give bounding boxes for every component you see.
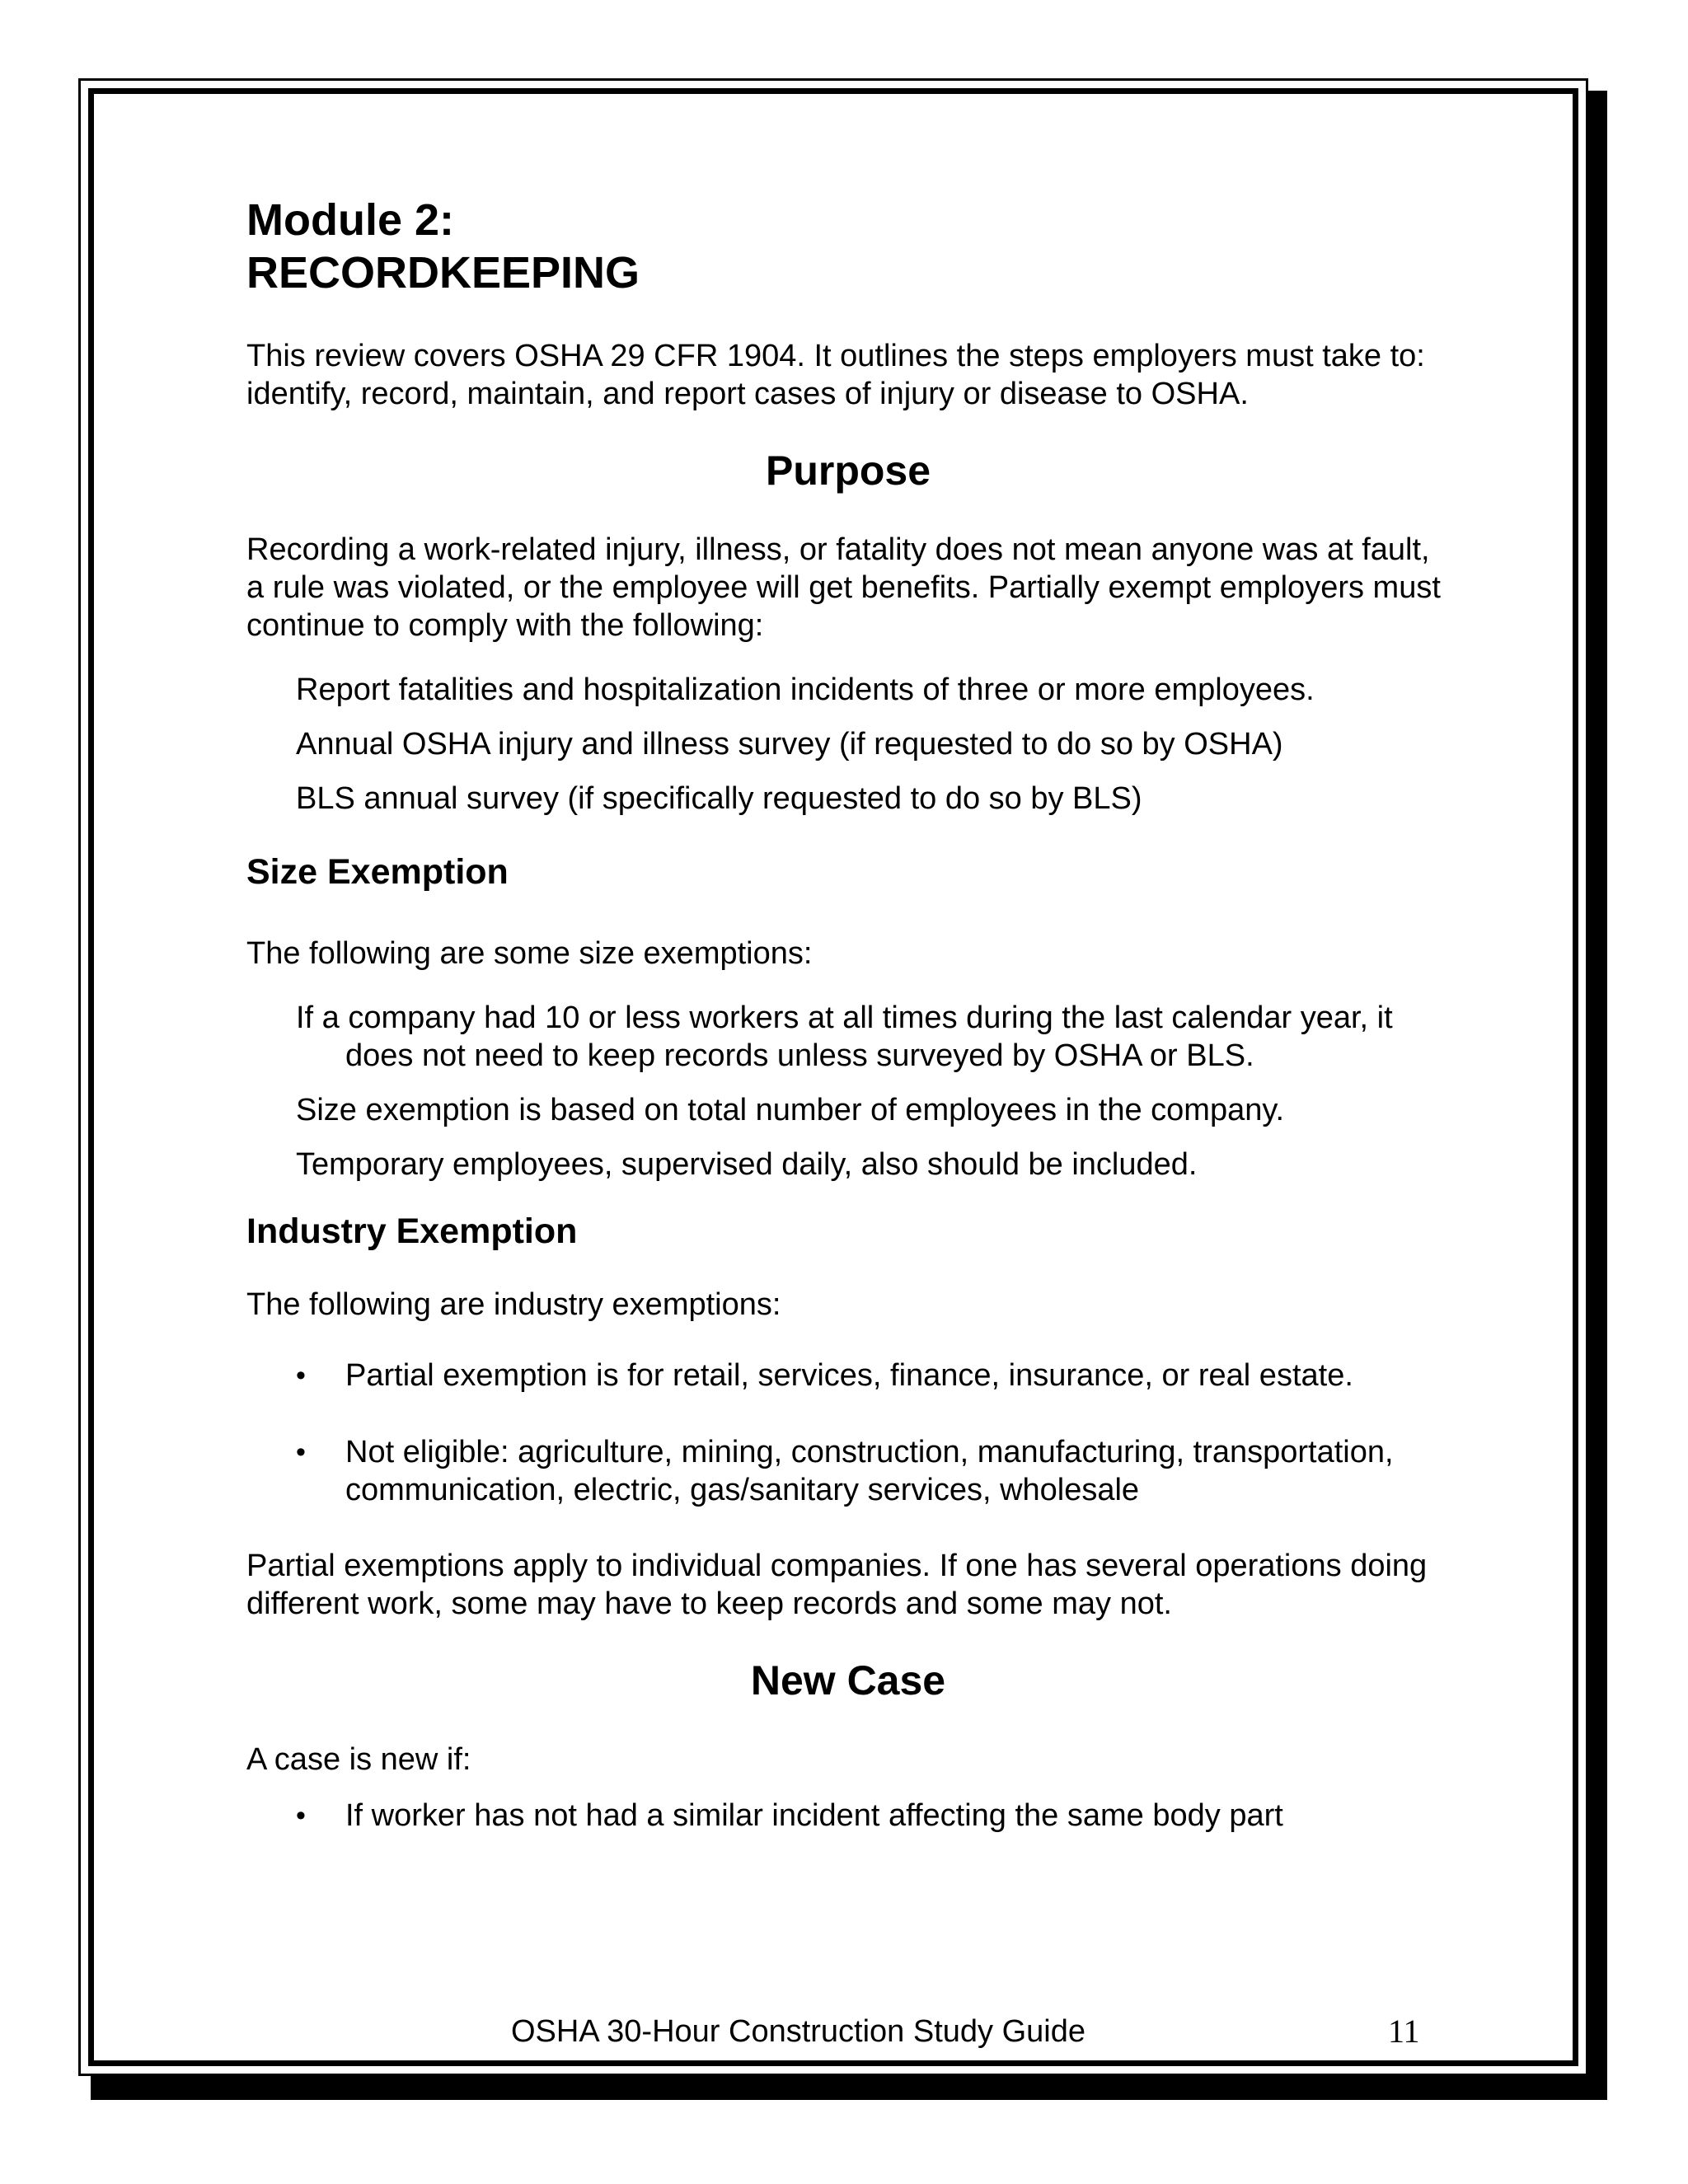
bullet-icon: • (296, 1360, 306, 1391)
bullet-icon: • (296, 1436, 306, 1468)
list-item: Size exemption is based on total number of employees in the company. (296, 1093, 1285, 1127)
list-item: If a company had 10 or less workers at all times during the last calendar year, it does not need to keep records unless surveyed by OSHA or BLS. (296, 1001, 1393, 1073)
industry-exemption-intro: The following are industry exemptions: (246, 1287, 781, 1322)
new-case-intro: A case is new if: (246, 1742, 471, 1777)
purpose-heading: Purpose (765, 448, 931, 494)
bullet-icon: • (296, 1800, 306, 1831)
module-title-line2: RECORDKEEPING (246, 248, 640, 298)
page-number: 11 (1388, 2013, 1420, 2050)
module-title-line1: Module 2: (246, 195, 454, 245)
bullet-item (296, 1357, 1450, 1394)
size-exemption-list (246, 999, 1450, 1183)
industry-exemption-bullets (246, 1357, 1450, 1509)
list-item: Annual OSHA injury and illness survey (if requested to do so by OSHA) (296, 727, 1283, 762)
footer-title: OSHA 30-Hour Construction Study Guide (511, 2014, 1086, 2049)
new-case-bullets (246, 1797, 1450, 1835)
module-title (246, 194, 1450, 299)
new-case-heading: New Case (750, 1657, 946, 1704)
bullet-text: Partial exemption is for retail, services, finance, insurance, or real estate. (345, 1358, 1353, 1393)
industry-exemption-heading: Industry Exemption (246, 1212, 578, 1251)
purpose-paragraph: Recording a work-related injury, illness, or fatality does not mean anyone was at fault, a rule was violated, or the employee will get benefits. Partially exempt employers must continue to comply with the following: (246, 532, 1441, 643)
size-exemption-heading: Size Exemption (246, 852, 509, 892)
bullet-text: If worker has not had a similar incident affecting the same body part (345, 1798, 1283, 1833)
size-exemption-intro: The following are some size exemptions: (246, 936, 813, 971)
bullet-item (296, 1433, 1450, 1509)
module-intro: This review covers OSHA 29 CFR 1904. It outlines the steps employers must take to: identify, record, maintain, and report cases of injury or disease to OSHA. (246, 339, 1425, 411)
list-item: BLS annual survey (if specifically requested to do so by BLS) (296, 781, 1142, 816)
document-body (246, 194, 1450, 1873)
bullet-text: Not eligible: agriculture, mining, construction, manufacturing, transportation, communication, electric, gas/sanitary services, wholesale (345, 1435, 1394, 1507)
list-item: Report fatalities and hospitalization incidents of three or more employees. (296, 673, 1315, 707)
list-item: Temporary employees, supervised daily, also should be included. (296, 1147, 1198, 1182)
purpose-list (246, 671, 1450, 818)
bullet-item (296, 1797, 1450, 1835)
industry-exemption-closing: Partial exemptions apply to individual companies. If one has several operations doing different work, some may have to keep records and some may not. (246, 1549, 1428, 1621)
